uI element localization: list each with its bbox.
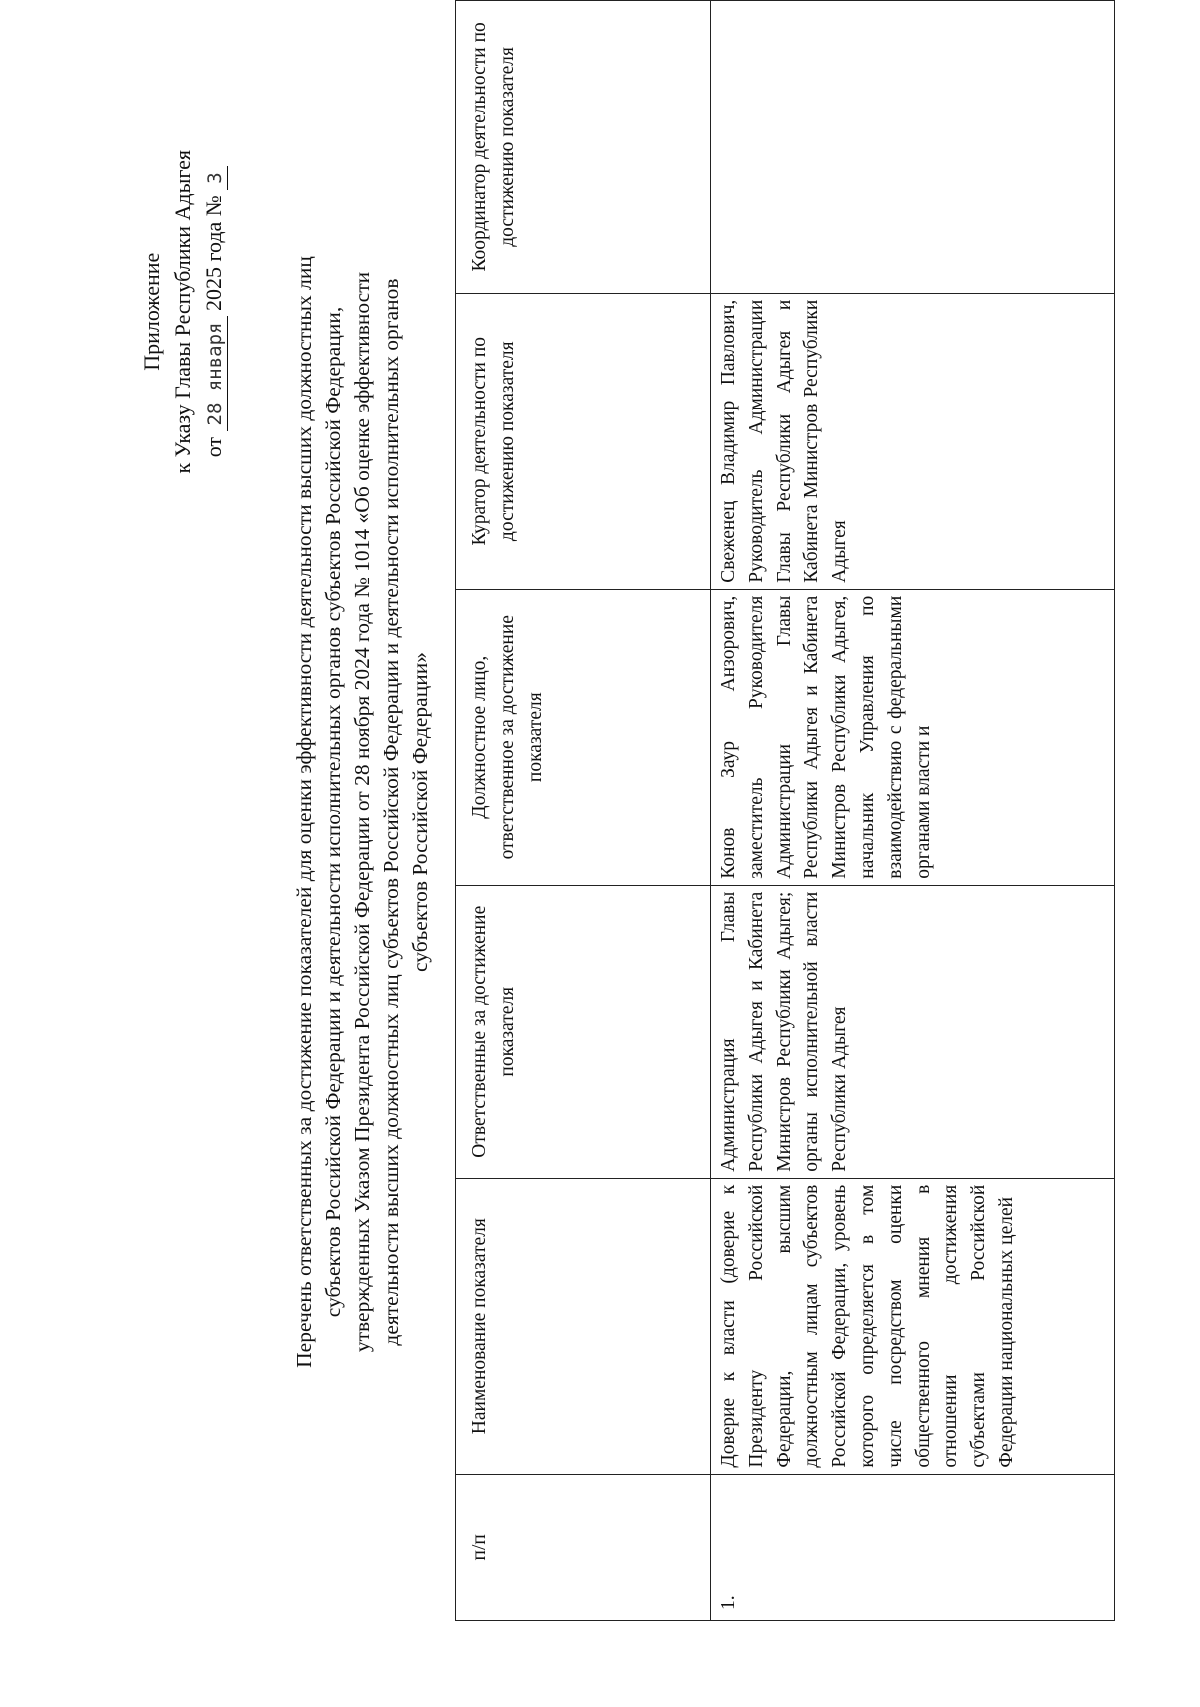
header-num: п/п xyxy=(456,1474,711,1620)
title-line: утвержденных Указом Президента Российской Федерации от 28 ноября 2024 года № 1014 «Об оценке эффективности xyxy=(350,271,374,1353)
appendix-decree-reference: к Указу Главы Республики Адыгея xyxy=(170,150,195,474)
header-curator: Куратор деятельности по достижению показателя xyxy=(456,293,711,589)
indicators-table xyxy=(455,0,1115,1621)
cell-curator: Свеженец Владимир Павлович, Руководитель Администрации Главы Республики Адыгея и Кабинета Министров Республики Адыгея xyxy=(711,293,1115,589)
header-indicator-name: Наименование показателя xyxy=(456,1178,711,1474)
cell-responsible: Администрация Главы Республики Адыгея и Кабинета Министров Республики Адыгея; органы исполнительной власти Республики Адыгея xyxy=(711,885,1115,1178)
cell-indicator-name: Доверие к власти (доверие к Президенту Российской Федерации, высшим должностным лицам субъектов Российской Федерации, уровень которого определяется в том числе посредством оценки общественного мнения в отношении достижения субъектами Российской Федерации национальных целей xyxy=(711,1178,1115,1474)
from-label: от xyxy=(201,436,226,458)
title-line: Перечень ответственных за достижение показателей для оценки эффективности деятельности высших должностных лиц xyxy=(292,256,316,1368)
title-line: деятельности высших должностных лиц субъектов Российской Федерации и деятельности исполнительных органов xyxy=(379,278,403,1346)
header-coordinator: Координатор деятельности по достижению показателя xyxy=(456,1,711,294)
handwritten-number: 3 xyxy=(203,166,228,189)
header-official: Должностное лицо, ответственное за достижение показателя xyxy=(456,589,711,885)
handwritten-date: 28 января xyxy=(203,317,228,432)
title-line: субъектов Российской Федерации» xyxy=(408,652,432,972)
document-title xyxy=(290,247,435,1377)
table-header-row xyxy=(456,1,711,1621)
appendix-title: Приложение xyxy=(139,252,164,371)
year-text: 2025 года № xyxy=(201,195,226,311)
appendix-date-line xyxy=(198,150,229,474)
title-line: субъектов Российской Федерации и деятельности исполнительных органов субъектов Российской Федерации, xyxy=(321,306,345,1318)
cell-coordinator xyxy=(711,1,1115,294)
cell-num: 1. xyxy=(711,1474,1115,1620)
header-responsible: Ответственные за достижение показателя xyxy=(456,885,711,1178)
cell-official: Конов Заур Анзорович, заместитель Руководителя Администрации Главы Республики Адыгея и Кабинета Министров Республики Адыгея, начальник Управления по взаимодействию с федеральными органами власти и xyxy=(711,589,1115,885)
appendix-block xyxy=(136,150,229,474)
table-row xyxy=(711,1,1115,1621)
